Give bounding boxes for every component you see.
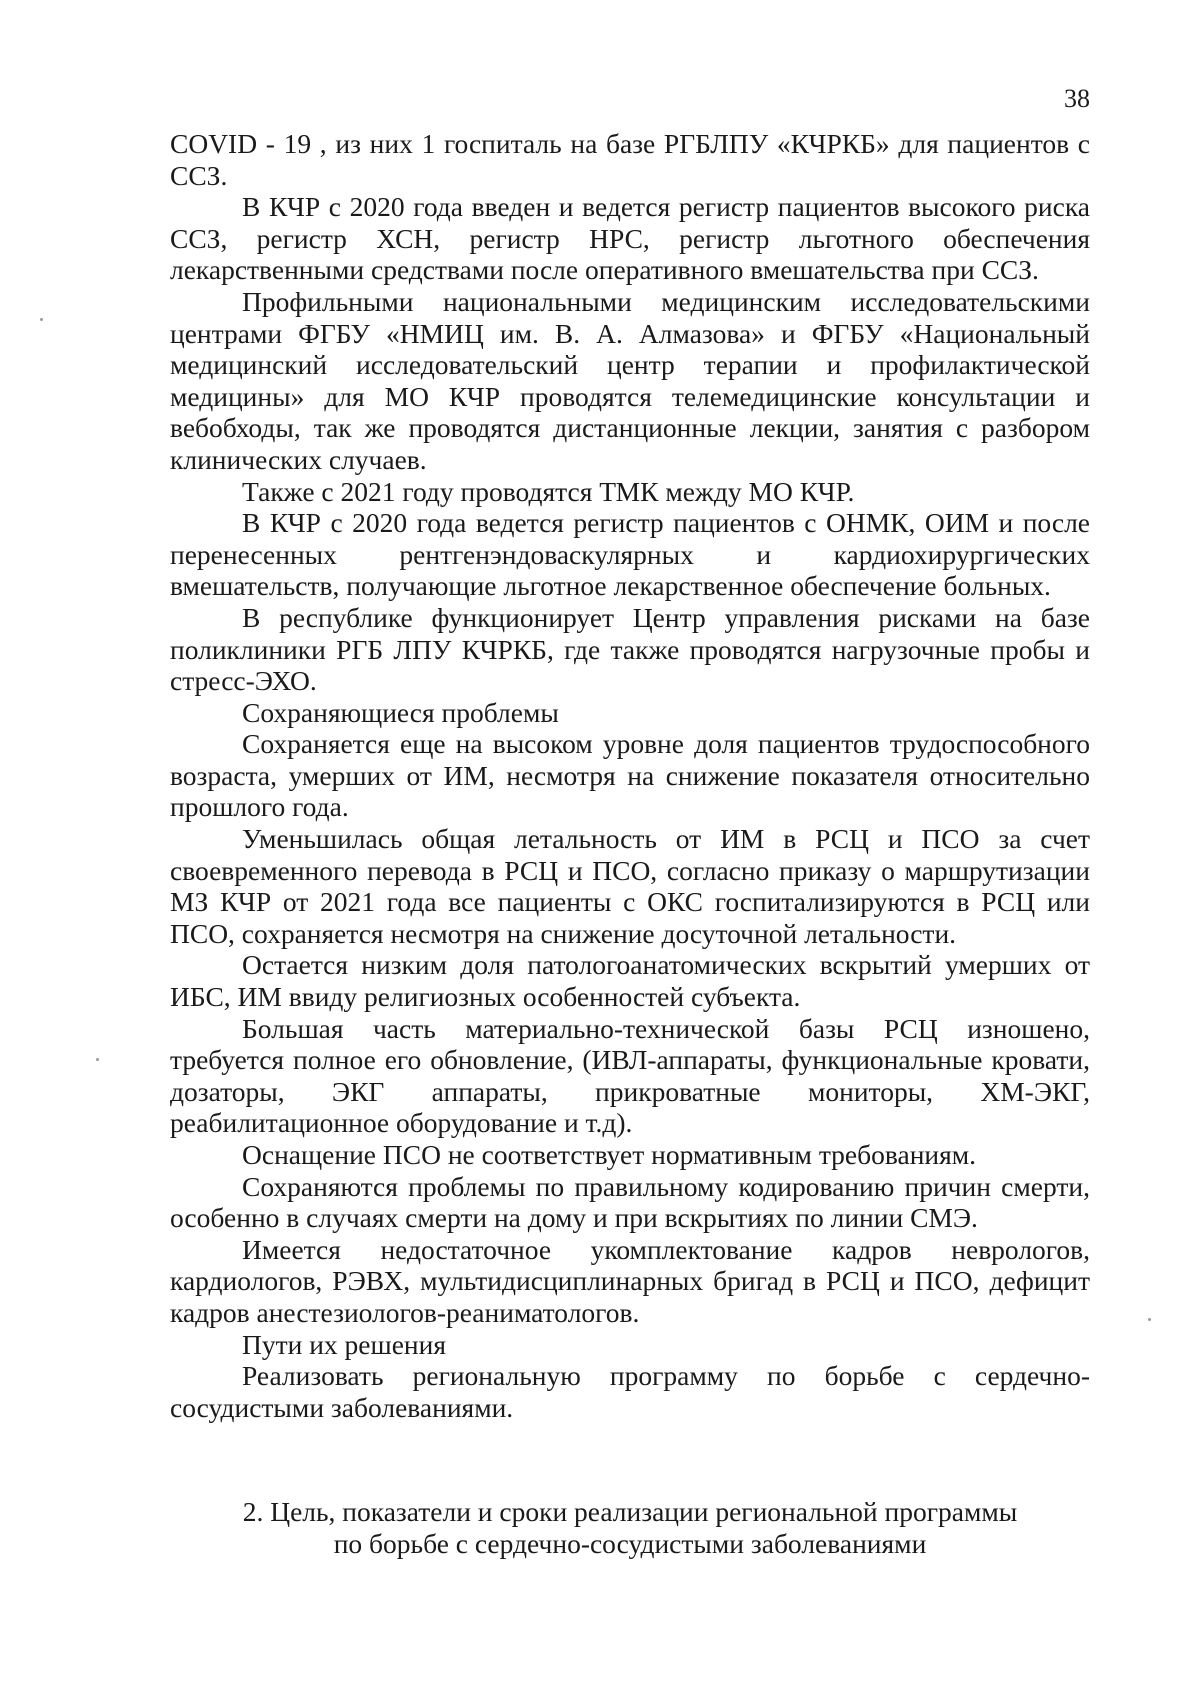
paragraph-telemedicine: Профильными национальными медицинским исследовательскими центрами ФГБУ «НМИЦ им. В. А. Алмазова» и ФГБУ «Национальный медицинский исследовательский центр терапии и профилактической медицины» для МО КЧР проводятся телемедицинские консультации и вебобходы, так же проводятся дистанционные лекции, занятия с разбором клинических случаев. (170, 285, 1090, 475)
paragraph-autopsy: Остается низким доля патологоанатомических вскрытий умерших от ИБС, ИМ ввиду религиозных особенностей субъекта. (170, 949, 1090, 1013)
scan-speck (40, 318, 43, 321)
scan-speck (1148, 1318, 1151, 1321)
page-number: 38 (1064, 84, 1090, 113)
paragraph-tmk: Также с 2021 году проводятся ТМК между МО КЧР. (242, 475, 855, 507)
section-title-line-2: по борьбе с сердечно-сосудистыми заболеваниями (333, 1528, 927, 1559)
paragraph-staffing: Имеется недостаточное укомплектование кадров неврологов, кардиологов, РЭВХ, мультидисциплинарных бригад в РСЦ и ПСО, дефицит кадров анестезиологов-реаниматологов. (170, 1233, 1090, 1328)
paragraph-onmk-registry: В КЧР с 2020 года ведется регистр пациентов с ОНМК, ОИМ и после перенесенных рентгенэндоваскулярных и кардиохирургических вмешательств, получающие льготное лекарственное обеспечение больных. (170, 507, 1090, 602)
subheading-problems: Сохраняющиеся проблемы (242, 696, 559, 728)
paragraph-pso-equipment: Оснащение ПСО не соответствует нормативным требованиям. (242, 1139, 977, 1170)
paragraph-working-age: Сохраняется еще на высоком уровне доля пациентов трудоспособного возраста, умерших от ИМ, несмотря на снижение показателя относительно прошлого года. (170, 728, 1090, 823)
paragraph-coding: Сохраняются проблемы по правильному кодированию причин смерти, особенно в случаях смерти на дому и при вскрытиях по линии СМЭ. (170, 1170, 1090, 1234)
paragraph-covid-hospital: COVID - 19 , из них 1 госпиталь на базе РГБЛПУ «КЧРКБ» для пациентов с ССЗ. (170, 128, 1090, 191)
body-text (170, 128, 1090, 1423)
paragraph-program: Реализовать региональную программу по борьбе с сердечно-сосудистыми заболеваниями. (170, 1360, 1090, 1423)
paragraph-lethality: Уменьшилась общая летальность от ИМ в РСЦ и ПСО за счет своевременного перевода в РСЦ и ПСО, согласно приказу о маршрутизации МЗ КЧР от 2021 года все пациенты с ОКС госпитализируются в РСЦ или ПСО, сохраняется несмотря на снижение досуточной летальности. (170, 823, 1090, 949)
scan-speck (96, 1058, 99, 1061)
paragraph-equipment: Большая часть материально-технической базы РСЦ изношено, требуется полное его обновление, (ИВЛ-аппараты, функциональные кровати, дозаторы, ЭКГ аппараты, прикроватные мониторы, ХМ-ЭКГ, реабилитационное оборудование и т.д). (170, 1012, 1090, 1139)
paragraph-risk-center: В республике функционирует Центр управления рисками на базе поликлиники РГБ ЛПУ КЧРКБ, где также проводятся нагрузочные пробы и стресс-ЭХО. (170, 601, 1090, 697)
paragraph-registries: В КЧР с 2020 года введен и ведется регистр пациентов высокого риска ССЗ, регистр ХСН, регистр НРС, регистр льготного обеспечения лекарственными средствами после оперативного вмешательства при ССЗ. (170, 191, 1090, 286)
subheading-solutions: Пути их решения (242, 1328, 446, 1360)
section-title-line-1: 2. Цель, показатели и сроки реализации региональной программы (242, 1496, 1018, 1527)
section-title (170, 1496, 1090, 1560)
